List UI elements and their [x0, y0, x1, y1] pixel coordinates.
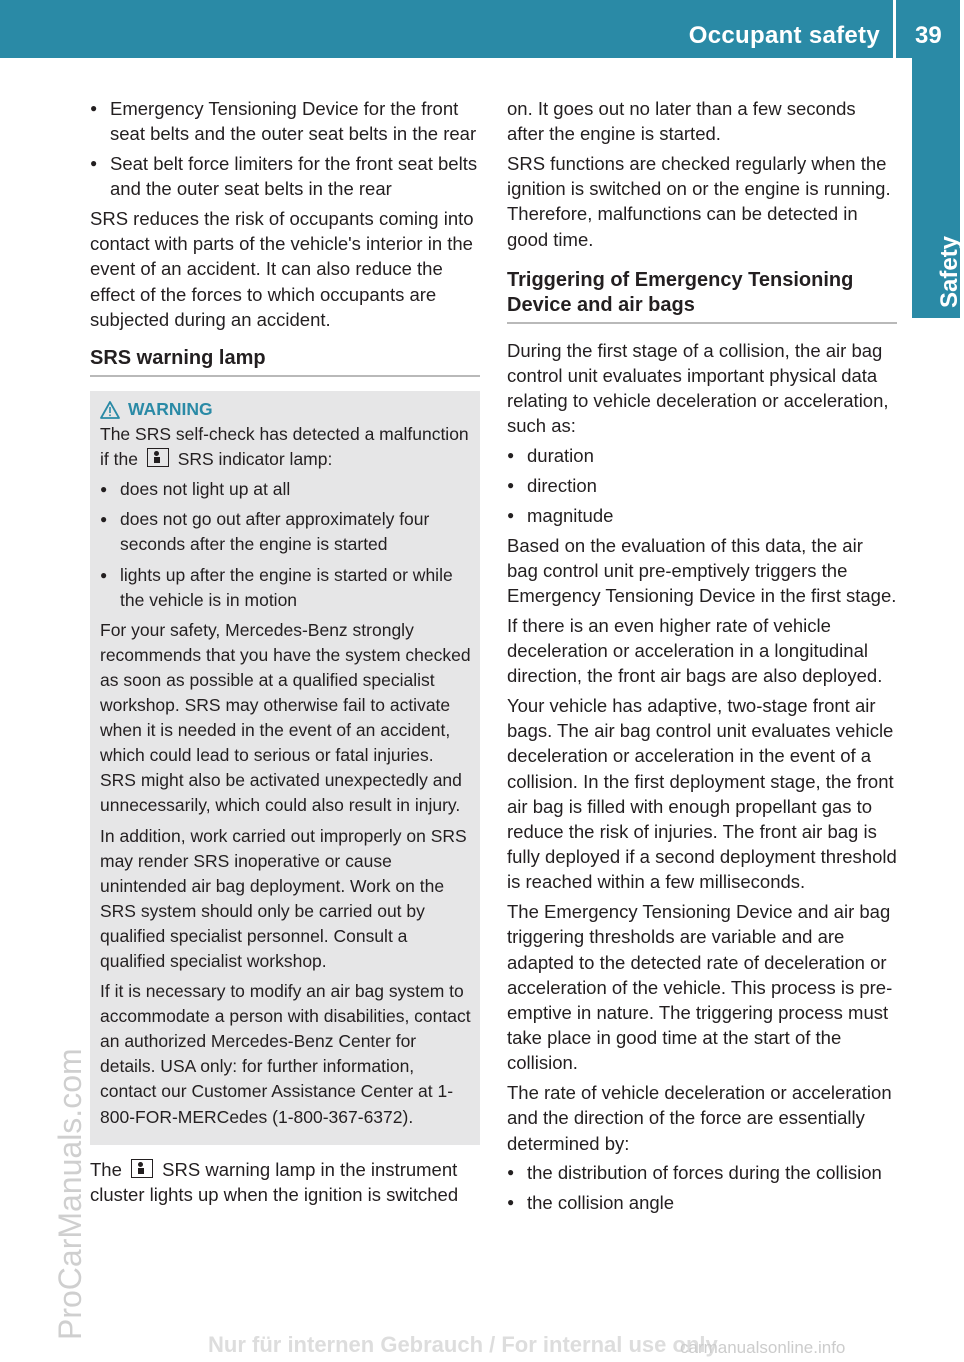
paragraph: During the first stage of a collision, the air bag control unit evaluates important physical data relating to vehicle deceleration or acceleration, such as: — [507, 339, 889, 437]
warning-bullet-list — [100, 477, 471, 612]
section-title: Occupant safety — [688, 22, 880, 49]
warning-triangle-icon — [100, 401, 120, 419]
list-item: ● the collision angle — [507, 1190, 897, 1215]
list-item: ● does not light up at all — [100, 477, 471, 502]
footer-watermark: Nur für internen Gebrauch / For internal use only — [208, 1332, 718, 1357]
left-column — [90, 96, 480, 1212]
warning-label: WARNING — [128, 399, 213, 420]
warning-paragraph: In addition, work carried out improperly on SRS may render SRS inoperative or cause unintended air bag deployment. Work on the SRS system should only be carried out by qualified specialist personnel. Consult a qualified specialist workshop. — [100, 825, 467, 971]
srs-warning-lamp-icon — [131, 1159, 153, 1178]
warning-header — [100, 397, 471, 422]
right-column — [507, 96, 897, 1220]
warning-box — [90, 391, 480, 1145]
bullet-list — [507, 443, 897, 528]
section-heading: Triggering of Emergency Tensioning Device and air bags — [507, 268, 897, 324]
header-bar — [0, 0, 960, 58]
list-item: ● Seat belt force limiters for the front seat belts and the outer seat belts in the rear — [90, 151, 480, 201]
paragraph: Based on the evaluation of this data, the air bag control unit pre-emptively triggers the Emergency Tensioning Device in the first stage. — [507, 534, 897, 607]
list-item: ● the distribution of forces during the collision — [507, 1160, 897, 1185]
section-heading: SRS warning lamp — [90, 346, 480, 377]
footer-watermark-site: carmanualsonline.info — [680, 1338, 846, 1357]
bullet-list — [507, 1160, 897, 1215]
list-item: ● lights up after the engine is started or while the vehicle is in motion — [100, 563, 471, 613]
paragraph: If there is an even higher rate of vehicle deceleration or acceleration in a longitudinal direction, the front air bags are also deployed. — [507, 614, 883, 687]
list-item: ● does not go out after approximately four seconds after the engine is started — [100, 507, 471, 557]
warning-paragraph: If it is necessary to modify an air bag system to accommodate a person with disabilities, contact an authorized Mercedes-Benz Center for details. USA only: for further information, contact our Customer Assistance Center at 1-800-FOR-MERCedes (1-800-367-6372). — [100, 981, 471, 1127]
paragraph: SRS functions are checked regularly when the ignition is switched on or the engine is running. Therefore, malfunctions can be detected in good time. — [507, 153, 891, 250]
list-item: ● direction — [507, 473, 897, 498]
closing-paragraph: The SRS warning lamp in the instrument cluster lights up when the ignition is switched — [90, 1158, 459, 1205]
paragraph: SRS reduces the risk of occupants coming into contact with parts of the vehicle's interior in the event of an accident. It can also reduce the effect of the forces to which occupants are subjected during an accident. — [90, 208, 474, 330]
header-divider — [893, 0, 896, 58]
side-tab-label: Safety — [936, 235, 963, 308]
side-tab — [912, 58, 963, 318]
warning-paragraph: For your safety, Mercedes-Benz strongly recommends that you have the system checked as soon as possible at a qualified specialist workshop. SRS may otherwise fail to activate when it is needed in the event of an accident, which could lead to serious or fatal injuries. SRS might also be activated unexpectedly and unnecessarily, which could also result in injury. — [100, 619, 471, 816]
side-watermark: ProCarManuals.com — [52, 1048, 88, 1340]
list-item: ● magnitude — [507, 503, 897, 528]
page-number: 39 — [915, 22, 942, 49]
paragraph: Your vehicle has adaptive, two-stage front air bags. The air bag control unit evaluates vehicle deceleration or acceleration in the event of a collision. In the first deployment stage, the front air bag is filled with enough propellant gas to reduce the risk of injuries. The front air bag is fully deployed if a second deployment threshold is reached within a few milliseconds. — [507, 695, 897, 893]
list-item: ● Emergency Tensioning Device for the front seat belts and the outer seat belts in the rear — [90, 96, 480, 146]
paragraph: The Emergency Tensioning Device and air bag triggering thresholds are variable and are adapted to the detected rate of deceleration or acceleration of the vehicle. This process is pre-emptive in nature. The triggering process must take place in good time at the start of the collision. — [507, 901, 893, 1074]
top-bullet-list — [90, 96, 480, 201]
list-item: ● duration — [507, 443, 897, 468]
srs-indicator-icon — [147, 448, 169, 467]
warning-intro: The SRS self-check has detected a malfunction if the SRS indicator lamp: — [100, 424, 469, 470]
paragraph: on. It goes out no later than a few seconds after the engine is started. — [507, 98, 856, 145]
paragraph: The rate of vehicle deceleration or acceleration and the direction of the force are essentially determined by: — [507, 1082, 892, 1154]
